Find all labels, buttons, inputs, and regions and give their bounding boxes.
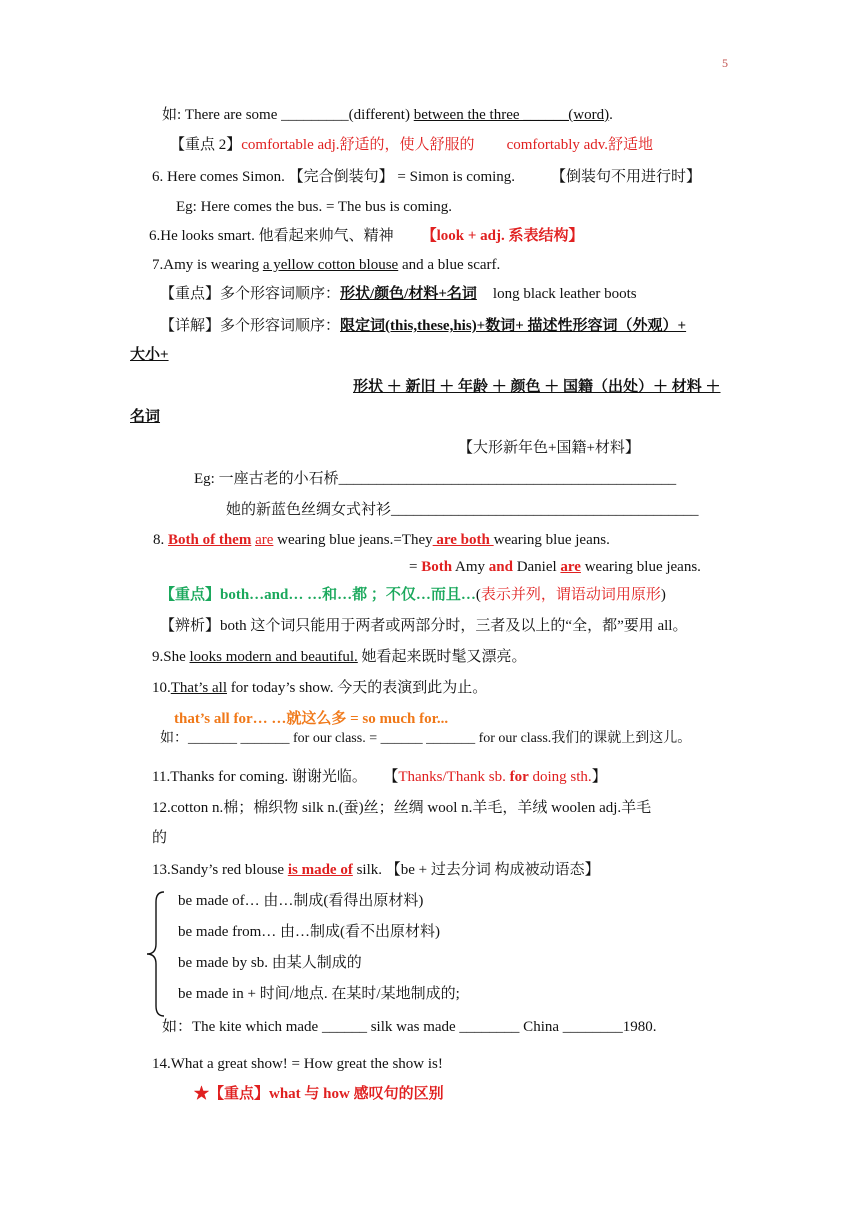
text: be made in + 时间/地点. 在某时/某地制成的;: [178, 986, 460, 1002]
text: 14.What a great show! = How great the show is!: [152, 1056, 443, 1072]
answer-blank: _________________________________________: [391, 502, 699, 518]
key-point-2: [170, 135, 653, 155]
order-formula-line-2: [353, 377, 721, 397]
text: wearing blue jeans.=They: [273, 532, 433, 548]
key-point: ★【重点】what 与 how 感叹句的区别: [194, 1086, 444, 1102]
text: 7.Amy is wearing: [152, 257, 263, 273]
text: 【: [390, 769, 399, 785]
text: 的: [152, 830, 168, 846]
text: 如：The kite which made ______ silk was made ________ China ________1980.: [162, 1019, 657, 1035]
text: be made by sb. 由某人制成的: [178, 955, 362, 971]
key-point-label: 【重点 2】: [170, 137, 242, 153]
key-point: 【重点】both…and… …和…都 ；不仅…而且…: [160, 587, 476, 603]
phrase-note: that’s all for… …就这么多 = so much for...: [174, 711, 449, 727]
page-number: 5: [722, 56, 728, 70]
text: Amy: [452, 559, 489, 575]
text: 如：_______ _______ for our class. = ______ _______ for our class.我们的课就上到这儿。: [160, 731, 692, 746]
text: and a blue scarf.: [398, 257, 501, 273]
detail-continued: [130, 345, 169, 365]
item-10: [152, 678, 487, 698]
item-6-inversion: [152, 167, 701, 187]
highlight: are both: [432, 532, 494, 548]
pattern: Thanks/Thank sb.: [398, 769, 510, 785]
example-bus: [176, 197, 452, 217]
order-formula: 形状/颜色/材料+名词: [340, 286, 477, 302]
detail-adjective-order: [160, 316, 686, 336]
example: long black leather boots: [492, 286, 637, 302]
text: .: [609, 107, 613, 123]
exercise-silk-blouse: [226, 500, 699, 520]
item-12-continued: [152, 828, 167, 848]
text: (: [475, 587, 481, 603]
underlined-phrase: looks modern and beautiful.: [189, 649, 358, 665]
text: silk. 【be + 过去分词 构成被动语态】: [352, 862, 600, 878]
note: 【倒装句不用进行时】: [551, 169, 702, 185]
text: 【大形新年色+国籍+材料】: [458, 440, 640, 456]
note: 表示并列，谓语动词用原形: [480, 587, 661, 603]
text: wearing blue jeans.: [493, 532, 610, 548]
highlight: Both: [421, 559, 453, 575]
text: 10.: [152, 680, 171, 696]
left-brace-icon: [144, 890, 168, 1018]
pattern: for: [509, 769, 529, 785]
item-6-looks-smart: [149, 226, 583, 246]
item-13: [152, 860, 600, 880]
text: Eg: Here comes the bus. = The bus is coming.: [176, 199, 453, 215]
thats-all-for-note: [174, 709, 448, 729]
linking-verb-note: 【look + adj. 系表结构】: [421, 228, 584, 244]
comfortably-definition: comfortably adv.舒适地: [506, 137, 654, 153]
highlight: are: [560, 559, 581, 575]
text: 13.Sandy’s red blouse: [152, 862, 288, 878]
example-our-class: [160, 729, 691, 749]
key-point-both-and: [160, 585, 666, 605]
item-8-both-and: [409, 557, 701, 577]
text: 12.cotton n.棉；棉织物 silk n.(蚕)丝；丝绸 wool n.羊毛，羊绒 woolen adj.羊毛: [152, 800, 652, 816]
made-by: [178, 953, 362, 973]
item-11: [152, 767, 607, 787]
highlight: are: [255, 532, 274, 548]
text: 如: There are some _________(different): [162, 107, 414, 123]
text: for today’s show. 今天的表演到此为止。: [227, 680, 488, 696]
text: 她看起来既时髦又漂亮。: [357, 649, 527, 665]
analysis-both: [160, 616, 687, 636]
exercise-stone-bridge: [194, 469, 676, 489]
text: 她的新蓝色丝绸女式衬衫: [226, 502, 392, 518]
text: 9.She: [152, 649, 190, 665]
comfortable-definition: comfortable adj.舒适的，使人舒服的: [241, 137, 475, 153]
made-of: [178, 891, 423, 911]
underlined-phrase: between the three ______(word): [413, 107, 610, 123]
text: =: [409, 559, 422, 575]
item-12: [152, 798, 651, 818]
text: Daniel: [512, 559, 561, 575]
text: 6. Here comes Simon. 【完合倒装句】 = Simon is coming.: [152, 169, 516, 185]
order-formula: 形状 ＋ 新旧 ＋ 年龄 ＋ 颜色 ＋ 国籍（出处）＋ 材料 ＋: [353, 379, 721, 395]
item-9: [152, 647, 527, 667]
text: 】: [591, 769, 607, 785]
underlined-phrase: a yellow cotton blouse: [262, 257, 399, 273]
order-formula: 大小+: [130, 347, 169, 363]
text: 8.: [153, 532, 168, 548]
highlight: and: [488, 559, 513, 575]
made-from: [178, 922, 440, 942]
item-7-amy: [152, 255, 500, 275]
text: Eg: 一座古老的小石桥: [194, 471, 339, 487]
text: 11.Thanks for coming. 谢谢光临。: [152, 769, 367, 785]
text: 【重点】多个形容词顺序：: [160, 286, 341, 302]
text: be made of… 由…制成(看得出原材料): [178, 893, 424, 909]
order-formula-line-3: [130, 407, 160, 427]
underlined-phrase: That’s all: [170, 680, 227, 696]
text: wearing blue jeans.: [580, 559, 701, 575]
order-formula: 名词: [130, 409, 161, 425]
made-in: [178, 984, 460, 1004]
text: 【辨析】both 这个词只能用于两者或两部分时，三者及以上的“全，都”要用 all。: [160, 618, 688, 634]
item-14: [152, 1054, 443, 1074]
highlight: Both of them: [168, 532, 252, 548]
mnemonic: [458, 438, 640, 458]
text: 6.He looks smart. 他看起来帅气、精神: [149, 228, 394, 244]
text: be made from… 由…制成(看不出原材料): [178, 924, 441, 940]
answer-blank: _____________________________________________: [338, 471, 677, 487]
item-8-both: [153, 530, 610, 550]
example-line-different: [162, 105, 613, 125]
key-point-exclamation: [194, 1084, 444, 1104]
text: 【详解】多个形容词顺序：: [160, 318, 341, 334]
text: ): [660, 587, 666, 603]
example-kite: [162, 1017, 657, 1037]
pattern: doing sth.: [528, 769, 592, 785]
order-formula: 限定词(this,these,his)+数词+ 描述性形容词（外观）+: [340, 318, 687, 334]
highlight: is made of: [287, 862, 353, 878]
key-point-adjective-order: [160, 284, 637, 304]
